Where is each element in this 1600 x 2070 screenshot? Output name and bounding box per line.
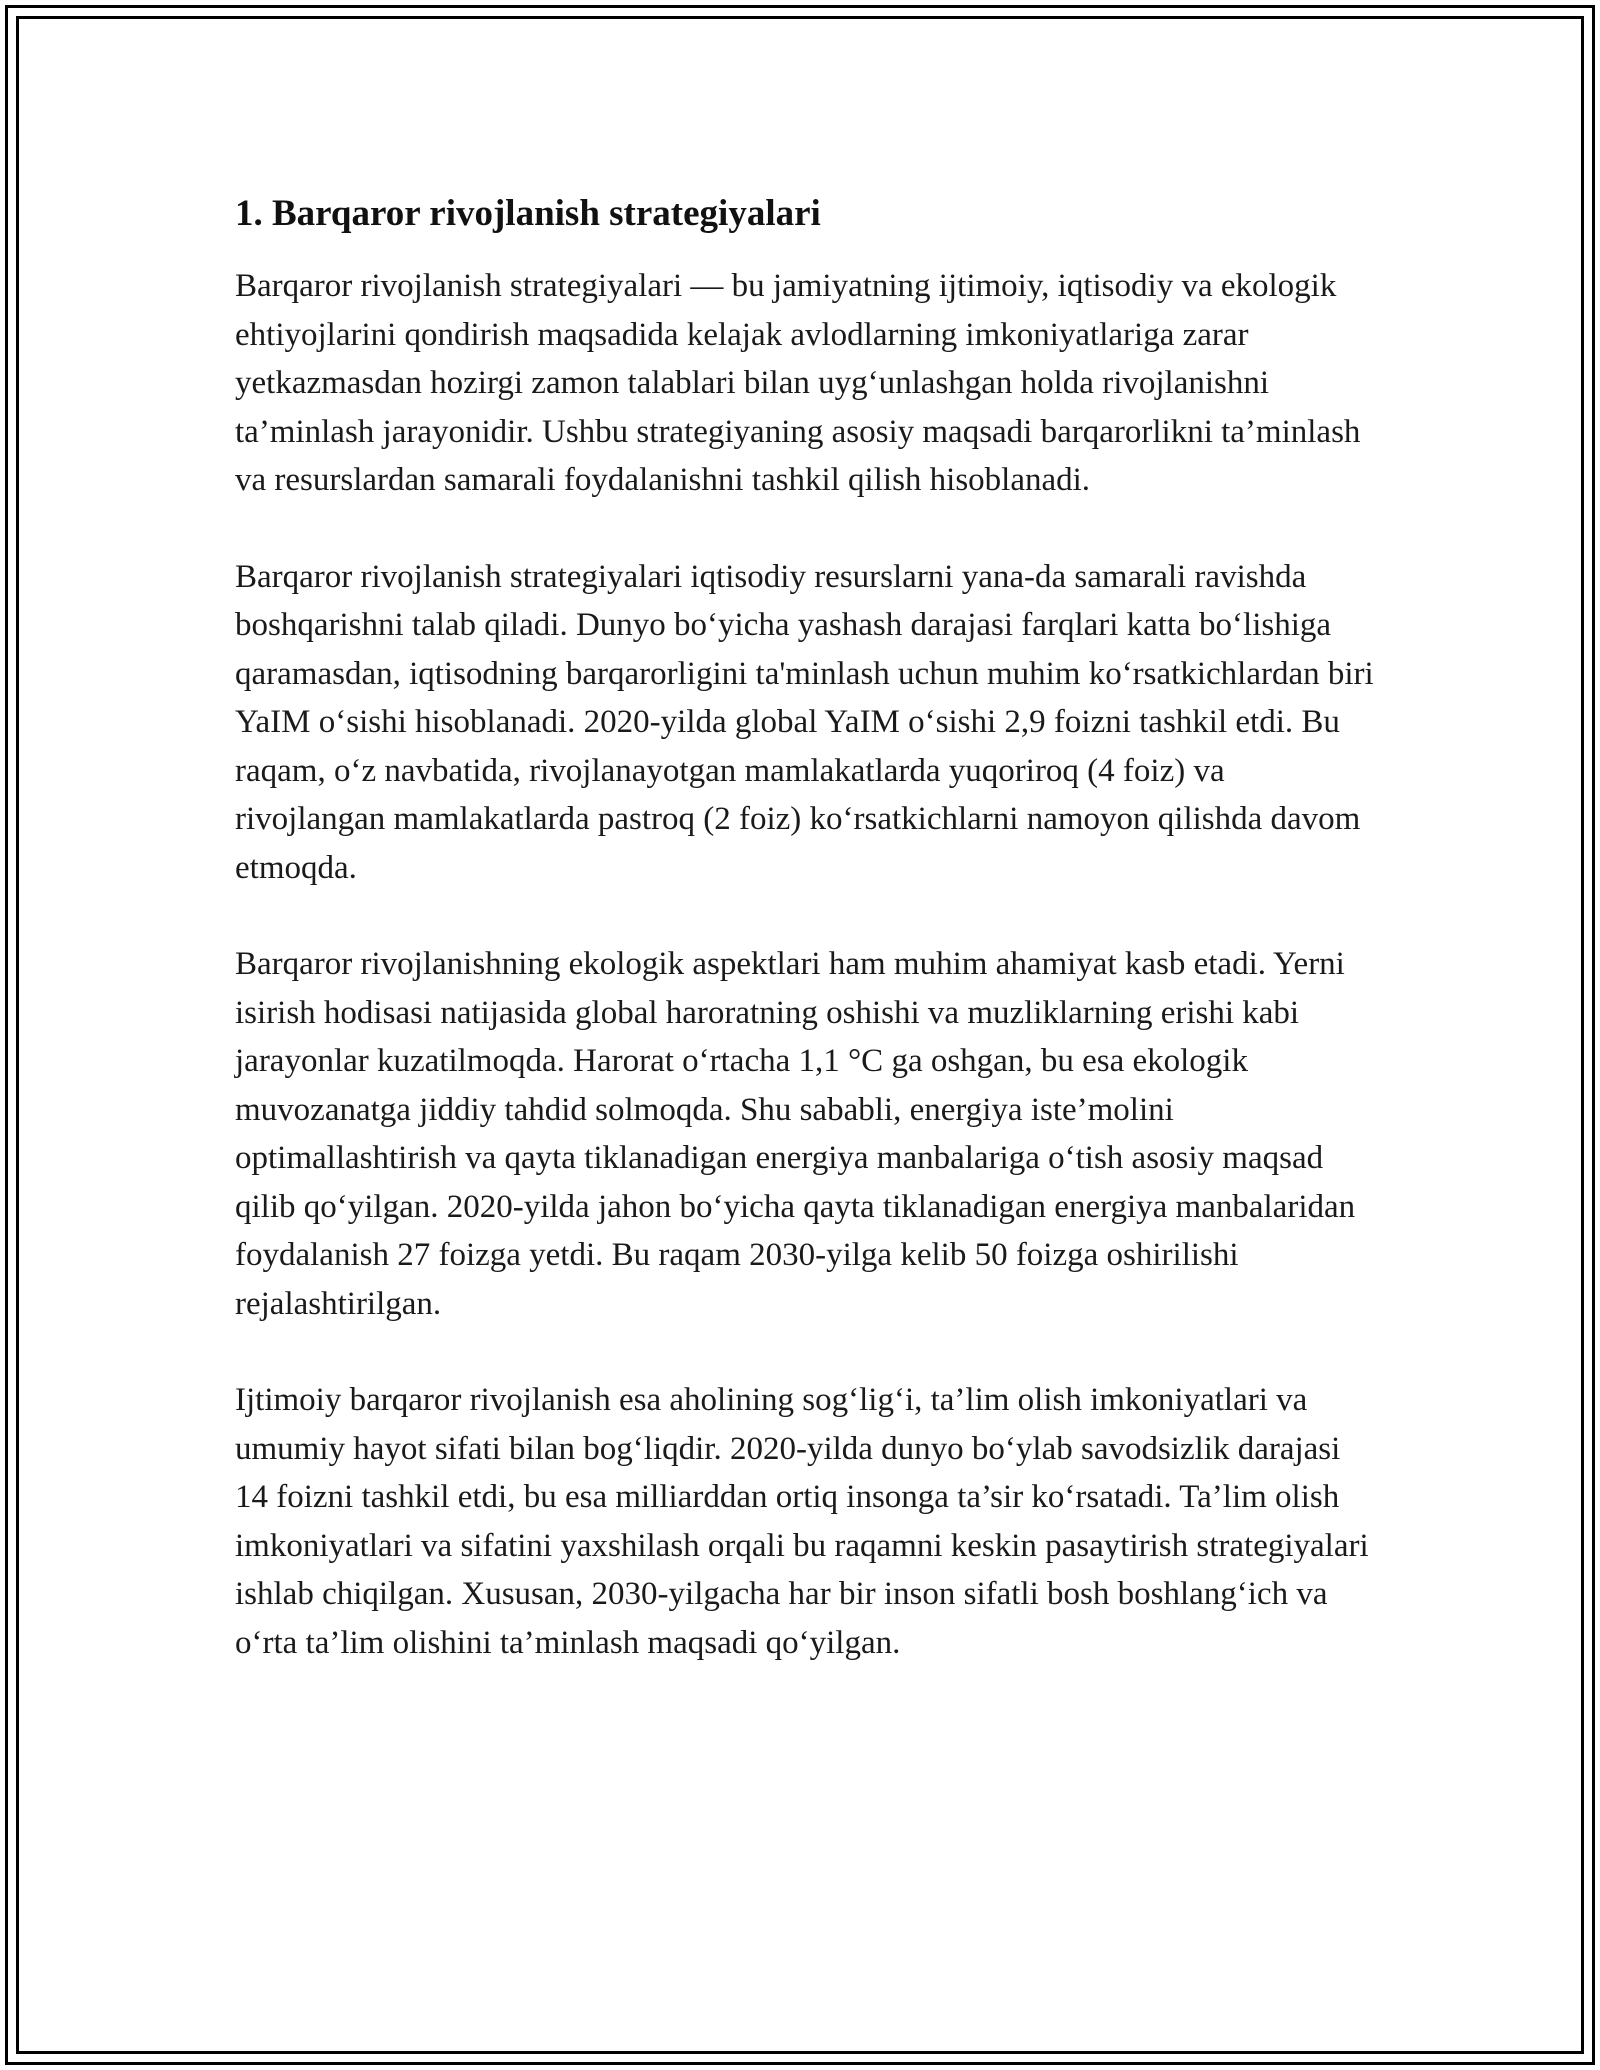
section-heading: 1. Barqaror rivojlanish strategiyalari <box>235 193 821 234</box>
paragraph-social: Ijtimoiy barqaror rivojlanish esa aholining sog‘lig‘i, ta’lim olish imkoniyatlari va umumiy hayot sifati bilan bog‘liqdir. 2020-yilda dunyo bo‘ylab savodsizlik darajasi 14 foizni tashkil etdi, bu esa milliarddan ortiq insonga ta’sir ko‘rsatadi. Ta’lim olish imkoniyatlari va sifatini yaxshilash orqali bu raqamni keskin pasaytirish strategiyalari ishlab chiqilgan. Xususan, 2030-yilgacha har bir inson sifatli bosh boshlang‘ich va o‘rta ta’lim olishini ta’minlash maqsadi qo‘yilgan. <box>235 1382 1369 1661</box>
document-body <box>235 188 1375 1715</box>
paragraph-intro: Barqaror rivojlanish strategiyalari — bu jamiyatning ijtimoiy, iqtisodiy va ekologik ehtiyojlarini qondirish maqsadida kelajak avlodlarning imkoniyatlariga zarar yetkazmasdan hozirgi zamon talablari bilan uyg‘unlashgan holda rivojlanishni ta’minlash jarayonidir. Ushbu strategiyaning asosiy maqsadi barqarorlikni ta’minlash va resurslardan samarali foydalanishni tashkil qilish hisoblanadi. <box>235 268 1361 498</box>
paragraph-economic: Barqaror rivojlanish strategiyalari iqtisodiy resurslarni yana-da samarali ravishda boshqarishni talab qiladi. Dunyo bo‘yicha yashash darajasi farqlari katta bo‘lishiga qaramasdan, iqtisodning barqarorligini ta'minlash uchun muhim ko‘rsatkichlardan biri YaIM o‘sishi hisoblanadi. 2020-yilda global YaIM o‘sishi 2,9 foizni tashkil etdi. Bu raqam, o‘z navbatida, rivojlanayotgan mamlakatlarda yuqoriroq (4 foiz) va rivojlangan mamlakatlarda pastroq (2 foiz) ko‘rsatkichlarni namoyon qilishda davom etmoqda. <box>235 558 1374 886</box>
paragraph-ecological: Barqaror rivojlanishning ekologik aspektlari ham muhim ahamiyat kasb etadi. Yerni isirish hodisasi natijasida global haroratning oshishi va muzliklarning erishi kabi jarayonlar kuzatilmoqda. Harorat o‘rtacha 1,1 °C ga oshgan, bu esa ekologik muvozanatga jiddiy tahdid solmoqda. Shu sababli, energiya iste’molini optimallashtirish va qayta tiklanadigan energiya manbalariga o‘tish asosiy maqsad qilib qo‘yilgan. 2020-yilda jahon bo‘yicha qayta tiklanadigan energiya manbalaridan foydalanish 27 foizga yetdi. Bu raqam 2030-yilga kelib 50 foizga oshirilishi rejalashtirilgan. <box>235 946 1356 1322</box>
